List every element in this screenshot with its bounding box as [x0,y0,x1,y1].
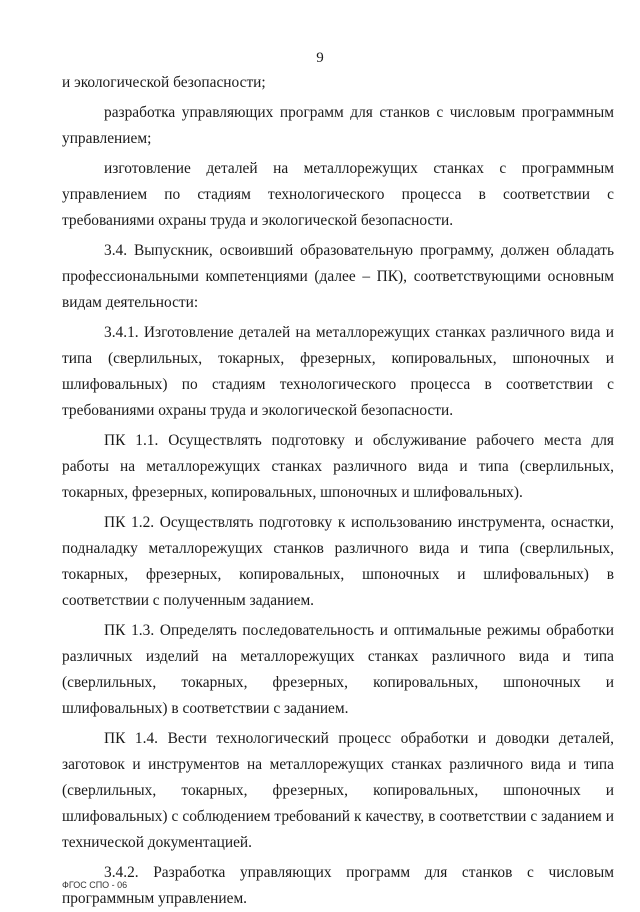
paragraph-7: ПК 1.2. Осуществлять подготовку к использованию инструмента, оснастки, подналадку металлорежущих станков различного вида и типа (сверлильных, токарных, фрезерных, копировальных, шпоночных и шлифовальных) в соответствии с полученным заданием. [62,514,614,609]
paragraph-3: изготовление деталей на металлорежущих станках с программным управлением по стадиям технологического процесса в соответствии с требованиями охраны труда и экологической безопасности. [62,160,614,229]
paragraph-6: ПК 1.1. Осуществлять подготовку и обслуживание рабочего места для работы на металлорежущих станках различного вида и типа (сверлильных, токарных, фрезерных, копировальных, шпоночных и шлифовальных). [62,432,614,501]
paragraph-4: 3.4. Выпускник, освоивший образовательную программу, должен обладать профессиональными компетенциями (далее – ПК), соответствующими основным видам деятельности: [62,242,614,311]
page-number: 9 [316,50,324,66]
paragraph-9: ПК 1.4. Вести технологический процесс обработки и доводки деталей, заготовок и инструментов на металлорежущих станках различного вида и типа (сверлильных, токарных, фрезерных, копировальных, шпоночных и шлифовальных) с соблюдением требований к качеству, в соответствии с заданием и технической документацией. [62,730,614,851]
document-body [62,66,614,912]
paragraph-8: ПК 1.3. Определять последовательность и оптимальные режимы обработки различных изделий на металлорежущих станках различного вида и типа (сверлильных, токарных, фрезерных, копировальных, шпоночных и шлифовальных) в соответствии с заданием. [62,622,614,717]
paragraph-5: 3.4.1. Изготовление деталей на металлорежущих станках различного вида и типа (сверлильных, токарных, фрезерных, копировальных, шпоночных и шлифовальных) по стадиям технологического процесса в соответствии с требованиями охраны труда и экологической безопасности. [62,324,614,419]
paragraph-1: и экологической безопасности; [62,74,266,91]
footer-label: ФГОС СПО - 06 [62,880,128,890]
paragraph-2: разработка управляющих программ для станков с числовым программным управлением; [62,104,614,147]
paragraph-10: 3.4.2. Разработка управляющих программ для станков с числовым программным управлением. [62,864,614,907]
